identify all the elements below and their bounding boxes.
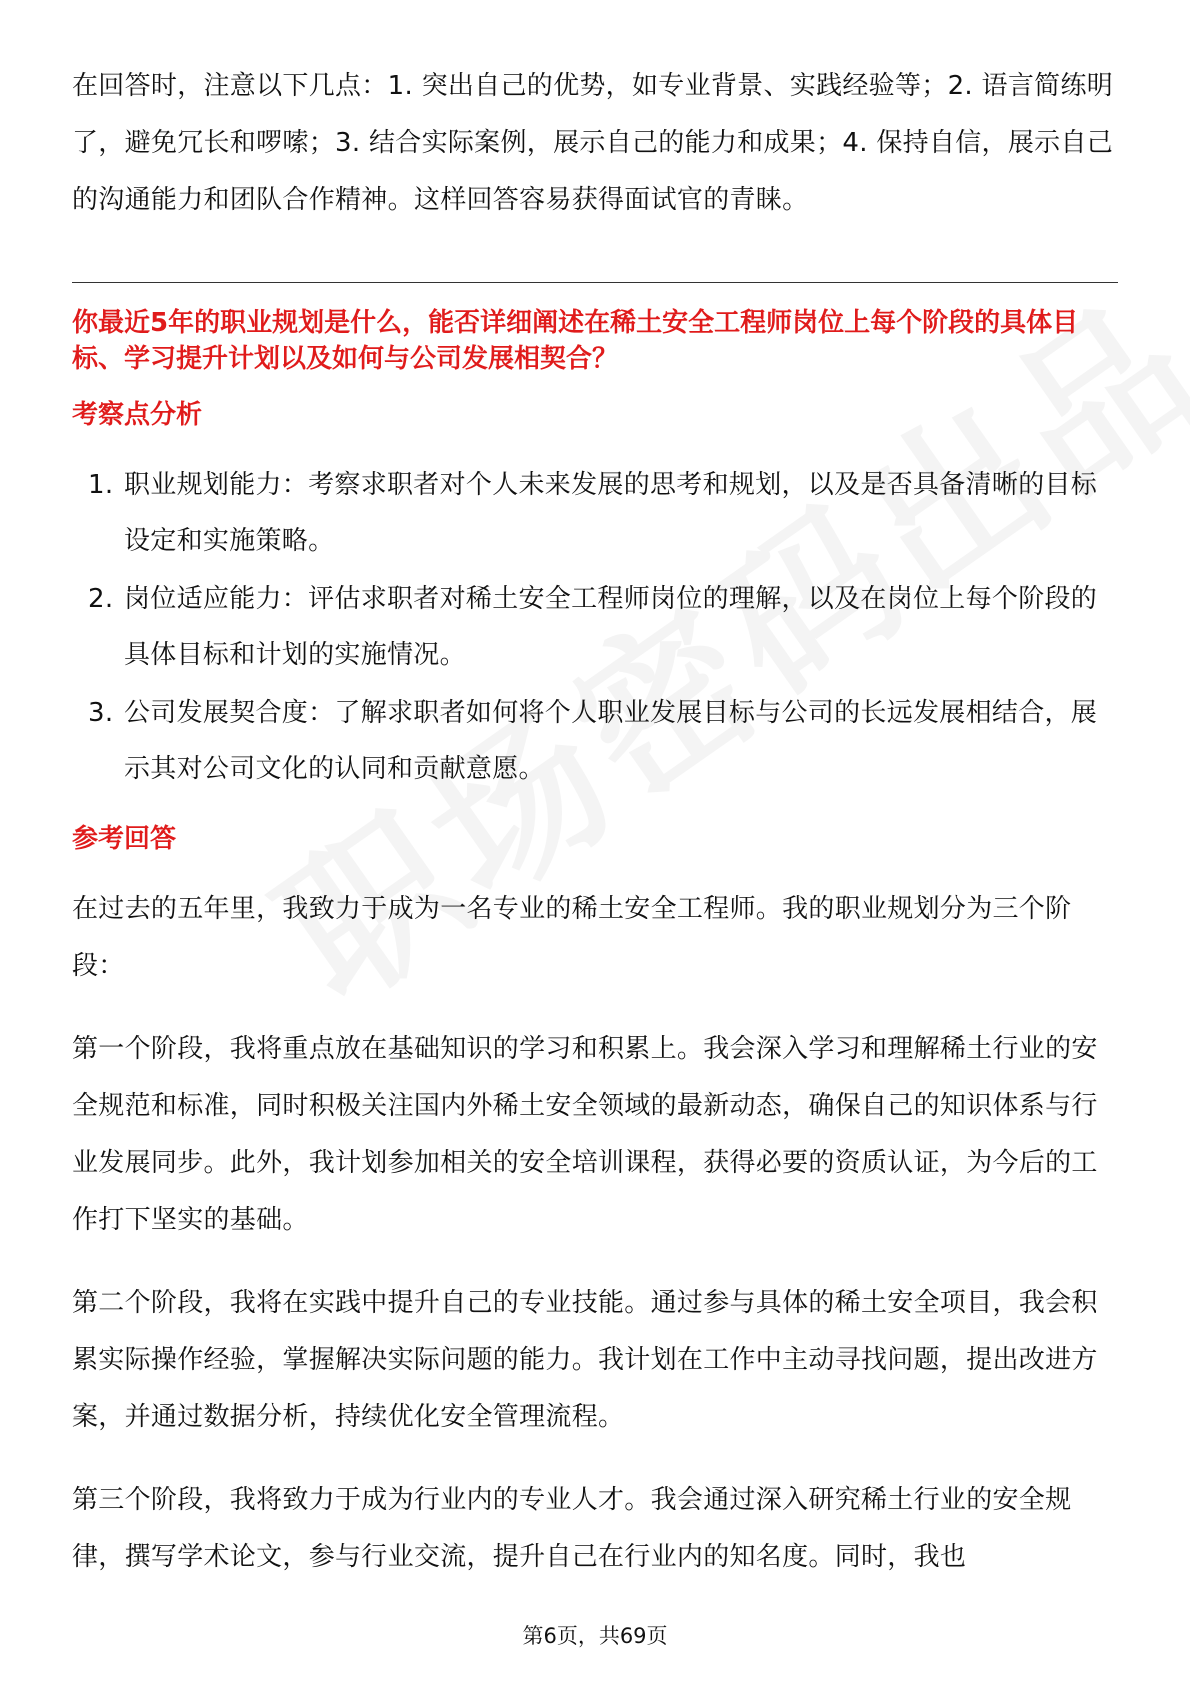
list-item-text: 职业规划能力：考察求职者对个人未来发展的思考和规划，以及是否具备清晰的目标设定和实施策略。 (124, 470, 1098, 556)
list-item-text: 岗位适应能力：评估求职者对稀土安全工程师岗位的理解，以及在岗位上每个阶段的具体目标和计划的实施情况。 (124, 584, 1098, 670)
reference-heading: 参考回答 (72, 824, 177, 854)
list-item-text: 公司发展契合度：了解求职者如何将个人职业发展目标与公司的长远发展相结合，展示其对公司文化的认同和贡献意愿。 (124, 698, 1098, 784)
intro-paragraph: 在回答时，注意以下几点：1. 突出自己的优势，如专业背景、实践经验等；2. 语言简练明了，避免冗长和啰嗦；3. 结合实际案例，展示自己的能力和成果；4. 保持自信，展示自己的沟通能力和团队合作精神。这样回答容易获得面试官的青睐。 (72, 71, 1114, 215)
list-item-number: 3. (88, 698, 114, 728)
list-item (72, 457, 1118, 569)
analysis-list (72, 457, 1118, 797)
list-item (72, 571, 1118, 683)
page-footer: 第6页，共69页 (522, 1624, 668, 1648)
analysis-heading: 考察点分析 (72, 400, 203, 430)
list-item-number: 1. (88, 470, 114, 500)
answer-paragraph: 第二个阶段，我将在实践中提升自己的专业技能。通过参与具体的稀土安全项目，我会积累实际操作经验，掌握解决实际问题的能力。我计划在工作中主动寻找问题，提出改进方案，并通过数据分析，持续优化安全管理流程。 (72, 1288, 1098, 1432)
answer-paragraph: 第三个阶段，我将致力于成为行业内的专业人才。我会通过深入研究稀土行业的安全规律，撰写学术论文，参与行业交流，提升自己在行业内的知名度。同时，我也 (72, 1485, 1072, 1572)
page-content (72, 58, 1118, 1586)
list-item (72, 685, 1118, 797)
answer-paragraph: 在过去的五年里，我致力于成为一名专业的稀土安全工程师。我的职业规划分为三个阶段： (72, 894, 1072, 981)
section-divider (72, 282, 1118, 283)
question-heading: 你最近5年的职业规划是什么，能否详细阐述在稀土安全工程师岗位上每个阶段的具体目标、学习提升计划以及如何与公司发展相契合？ (72, 308, 1079, 374)
answer-paragraph: 第一个阶段，我将重点放在基础知识的学习和积累上。我会深入学习和理解稀土行业的安全规范和标准，同时积极关注国内外稀土安全领域的最新动态，确保自己的知识体系与行业发展同步。此外，我计划参加相关的安全培训课程，获得必要的资质认证，为今后的工作打下坚实的基础。 (72, 1034, 1098, 1235)
list-item-number: 2. (88, 584, 114, 614)
